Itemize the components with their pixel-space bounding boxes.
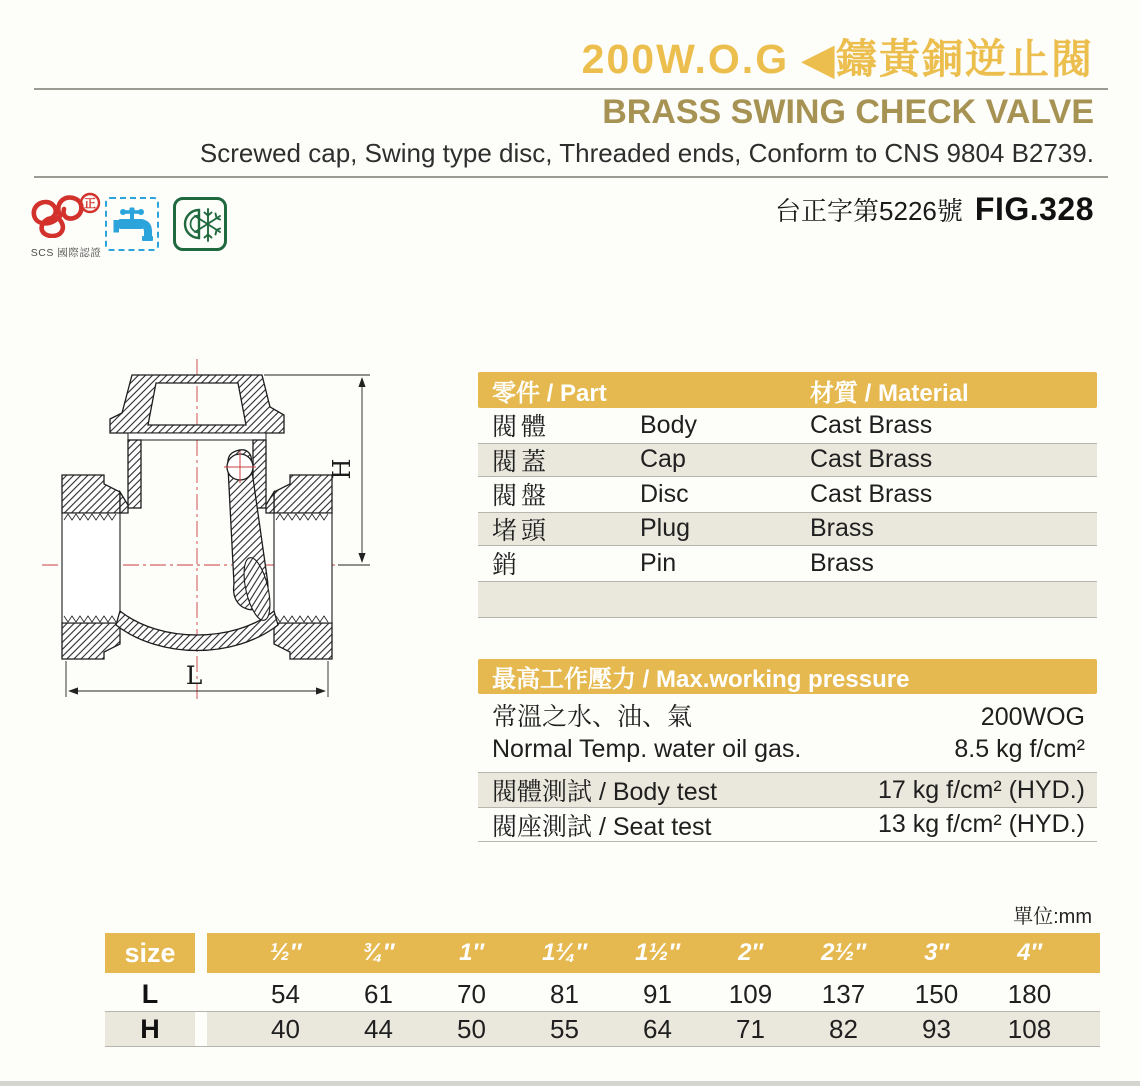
part-material: Cast Brass xyxy=(810,410,933,439)
size-col: 4″ xyxy=(1017,939,1042,966)
dim-label-h: H xyxy=(328,458,356,480)
parts-row-pin xyxy=(478,546,1097,581)
size-col: 2½″ xyxy=(821,939,866,966)
pressure-label-zh: 常溫之水、油、氣 xyxy=(492,703,693,731)
size-col: 1″ xyxy=(459,939,484,966)
valve-cross-section-drawing xyxy=(40,357,380,705)
part-material: Brass xyxy=(810,514,874,543)
part-material: Brass xyxy=(810,548,874,577)
parts-header-part: 零件 / Part xyxy=(492,379,607,407)
row-values xyxy=(207,1012,1100,1046)
part-name-en: Body xyxy=(640,410,697,439)
pressure-row-seat-test xyxy=(478,807,1097,842)
body-test-label: 閥體測試 / Body test xyxy=(492,778,718,806)
dim-value: 180 xyxy=(1007,978,1052,1009)
unit-label: 單位:mm xyxy=(1013,906,1092,928)
size-col: ½″ xyxy=(269,939,302,966)
row-gap xyxy=(195,977,207,1011)
parts-table-header xyxy=(478,372,1097,408)
pressure-table xyxy=(478,659,1097,842)
dim-value: 109 xyxy=(728,978,773,1009)
parts-row-plug xyxy=(478,512,1097,547)
dim-value: 93 xyxy=(922,1013,951,1044)
pressure-label-en: Normal Temp. water oil gas. xyxy=(492,735,802,763)
dim-value: 61 xyxy=(364,978,393,1009)
size-table-header xyxy=(105,933,1100,973)
size-col: 1¼″ xyxy=(542,939,587,966)
row-label-l: L xyxy=(141,978,159,1009)
pressure-value-wog: 200WOG xyxy=(980,703,1085,731)
certification-numbers xyxy=(775,191,1094,228)
part-name-zh: 閥體 xyxy=(492,413,551,442)
part-name-zh: 銷 xyxy=(492,551,522,580)
pressure-value-kg: 8.5 kg f/cm² xyxy=(954,735,1085,763)
size-col: 2″ xyxy=(738,939,763,966)
body-test-value: 17 kg f/cm² (HYD.) xyxy=(878,775,1085,804)
parts-row-cap xyxy=(478,443,1097,478)
row-label-h: H xyxy=(105,1012,195,1046)
dim-value: 40 xyxy=(271,1013,300,1044)
dim-value: 137 xyxy=(821,978,866,1009)
part-name-zh: 閥蓋 xyxy=(492,447,551,476)
svg-text:正: 正 xyxy=(83,196,97,211)
scs-certification-label: SCS 國際認證 xyxy=(30,247,102,259)
page-subtitle: Screwed cap, Swing type disc, Threaded ends, Conform to CNS 9804 B2739. xyxy=(199,138,1094,168)
parts-row-disc xyxy=(478,477,1097,512)
dim-value: 44 xyxy=(364,1013,393,1044)
parts-table xyxy=(478,372,1097,618)
dim-value: 81 xyxy=(550,978,579,1009)
dim-value: 91 xyxy=(643,978,672,1009)
part-material: Cast Brass xyxy=(810,479,933,508)
dim-value: 82 xyxy=(829,1013,858,1044)
part-name-en: Disc xyxy=(640,479,689,508)
parts-header-material: 材質 / Material xyxy=(810,379,969,407)
pressure-table-header: 最高工作壓力 / Max.working pressure xyxy=(478,659,1097,694)
dim-value: 64 xyxy=(643,1013,672,1044)
row-values xyxy=(207,977,1100,1011)
cns-certification-mark-icon xyxy=(24,192,108,238)
parts-row-body xyxy=(478,408,1097,443)
seat-test-value: 13 kg f/cm² (HYD.) xyxy=(878,810,1085,838)
page-title-zh: 200W.O.G ◀鑄黃銅逆止閥 xyxy=(581,36,1094,82)
water-application-icon xyxy=(105,197,159,251)
dim-label-l: L xyxy=(185,661,203,690)
seat-test-label: 閥座測試 / Seat test xyxy=(492,812,712,841)
size-table xyxy=(105,900,1100,1050)
dim-value: 55 xyxy=(550,1013,579,1044)
header-gap xyxy=(195,933,207,973)
scan-edge xyxy=(0,1081,1140,1086)
size-col: 1½″ xyxy=(635,939,680,966)
figure-number: FIG.328 xyxy=(974,191,1094,227)
part-name-en: Cap xyxy=(640,445,686,474)
cold-resistant-icon xyxy=(173,197,227,251)
parts-row-empty xyxy=(478,581,1097,618)
part-name-en: Pin xyxy=(640,548,677,577)
pressure-row-normal-temp xyxy=(478,694,1097,772)
row-gap xyxy=(195,1012,207,1046)
size-corner-label: size xyxy=(105,933,195,973)
dim-value: 150 xyxy=(914,978,959,1009)
cert-number: 台正字第5226號 xyxy=(775,196,963,226)
part-name-en: Plug xyxy=(640,514,691,543)
dim-value: 71 xyxy=(736,1013,765,1044)
cns-certification-block xyxy=(24,192,108,260)
size-row-h xyxy=(105,1012,1100,1047)
size-col: ¾″ xyxy=(362,939,395,966)
size-row-l xyxy=(105,977,1100,1012)
dim-value: 108 xyxy=(1007,1013,1052,1044)
sub-divider xyxy=(34,176,1108,178)
part-name-zh: 閥盤 xyxy=(492,482,551,511)
pressure-row-body-test xyxy=(478,772,1097,807)
dim-value: 70 xyxy=(457,978,486,1009)
part-material: Cast Brass xyxy=(810,445,933,474)
dim-value: 50 xyxy=(457,1013,486,1044)
top-divider xyxy=(34,88,1108,90)
size-col: 3″ xyxy=(924,939,949,966)
dim-value: 54 xyxy=(271,978,300,1009)
page-title-en: BRASS SWING CHECK VALVE xyxy=(602,93,1094,131)
part-name-zh: 堵頭 xyxy=(492,516,551,545)
size-header-bar xyxy=(207,933,1100,973)
